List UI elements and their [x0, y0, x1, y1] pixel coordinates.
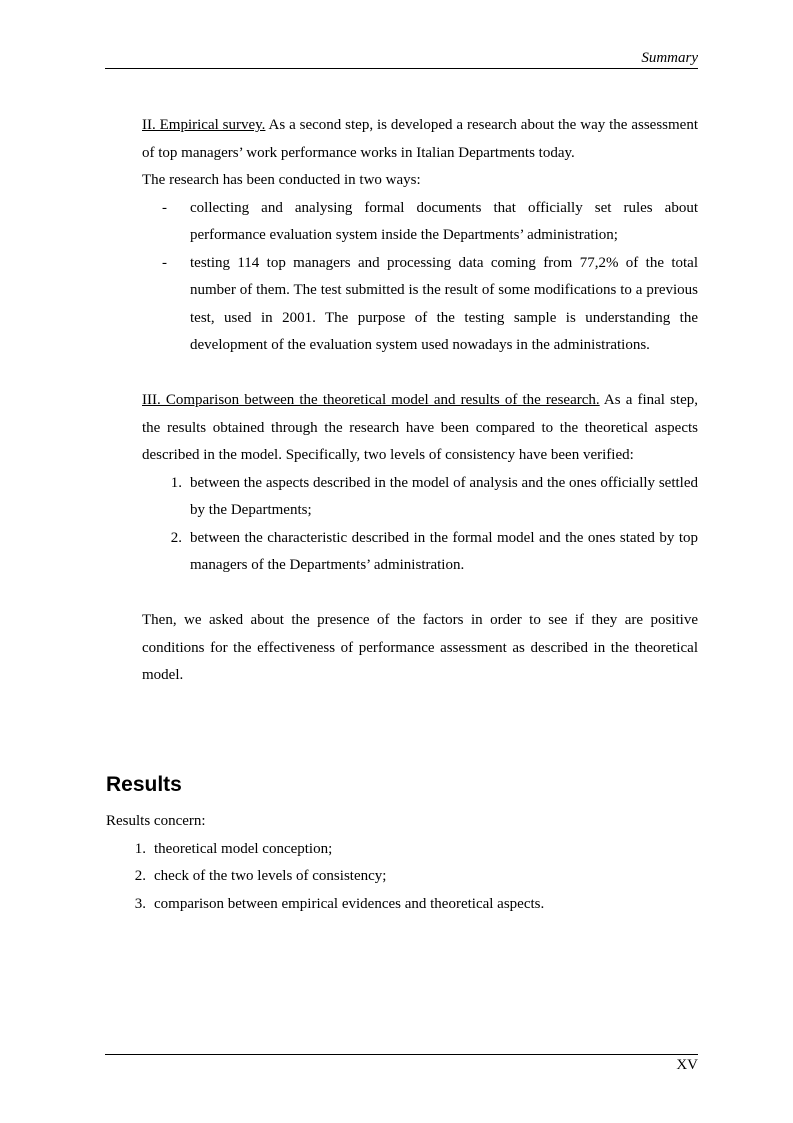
list-item	[106, 836, 698, 864]
section2-intro: As a second step, is developed a research about the way the assessment of top managers’ work performance works in Italian Departments today.	[142, 117, 698, 161]
results-heading: Results	[106, 773, 182, 796]
list-marker: -	[162, 199, 167, 216]
header-divider	[105, 68, 698, 69]
section3-list	[142, 470, 698, 580]
section2-list	[142, 195, 698, 360]
header-title: Summary	[641, 50, 698, 66]
list-marker: 2.	[170, 529, 182, 546]
spacer	[142, 580, 698, 608]
section3-intro: As a final step, the results obtained through the research have been compared to the theoretical aspects described in the model. Specifically, two levels of consistency have been verified:	[142, 392, 698, 463]
list-item	[142, 525, 698, 580]
list-marker: 2.	[134, 868, 146, 884]
list-marker: 3.	[134, 895, 146, 912]
main-content	[142, 112, 698, 690]
list-item	[142, 195, 698, 250]
list-item-text: theoretical model conception;	[154, 840, 333, 857]
list-item-text: collecting and analysing formal documents that officially set rules about performance evaluation system inside the Departments’ administration;	[190, 199, 698, 243]
list-item	[142, 250, 698, 360]
results-list	[106, 836, 698, 919]
list-item-text: comparison between empirical evidences and theoretical aspects.	[154, 895, 545, 912]
results-intro: Results concern:	[106, 813, 206, 829]
section3-heading: III. Comparison between the theoretical model and results of the research.	[142, 392, 600, 408]
list-marker: -	[162, 254, 167, 271]
list-item	[106, 891, 698, 919]
section2-paragraph	[142, 112, 698, 167]
results-section	[106, 770, 698, 918]
section3-closing: Then, we asked about the presence of the factors in order to see if they are positive conditions for the effectiveness of performance assessment as described in the theoretical model.	[142, 612, 698, 683]
list-item-text: between the aspects described in the model of analysis and the ones officially settled by the Departments;	[190, 474, 698, 518]
list-item	[142, 470, 698, 525]
spacer	[142, 360, 698, 388]
page-number: XV	[676, 1057, 698, 1073]
section3-paragraph	[142, 387, 698, 470]
list-marker: 1.	[170, 474, 182, 491]
section2-heading: II. Empirical survey.	[142, 117, 266, 133]
section2-line2: The research has been conducted in two ways:	[142, 172, 421, 188]
list-item-text: testing 114 top managers and processing data coming from 77,2% of the total number of them. The test submitted is the result of some modifications to a previous test, used in 2001. The purpose of the testing sample is understanding the development of the evaluation system used nowadays in the administrations.	[190, 254, 698, 353]
list-marker: 1.	[134, 840, 146, 857]
footer-divider	[105, 1054, 698, 1055]
list-item	[106, 863, 698, 891]
list-item-text: between the characteristic described in the formal model and the ones stated by top managers of the Departments’ administration.	[190, 529, 698, 573]
list-item-text: check of the two levels of consistency;	[154, 868, 387, 884]
